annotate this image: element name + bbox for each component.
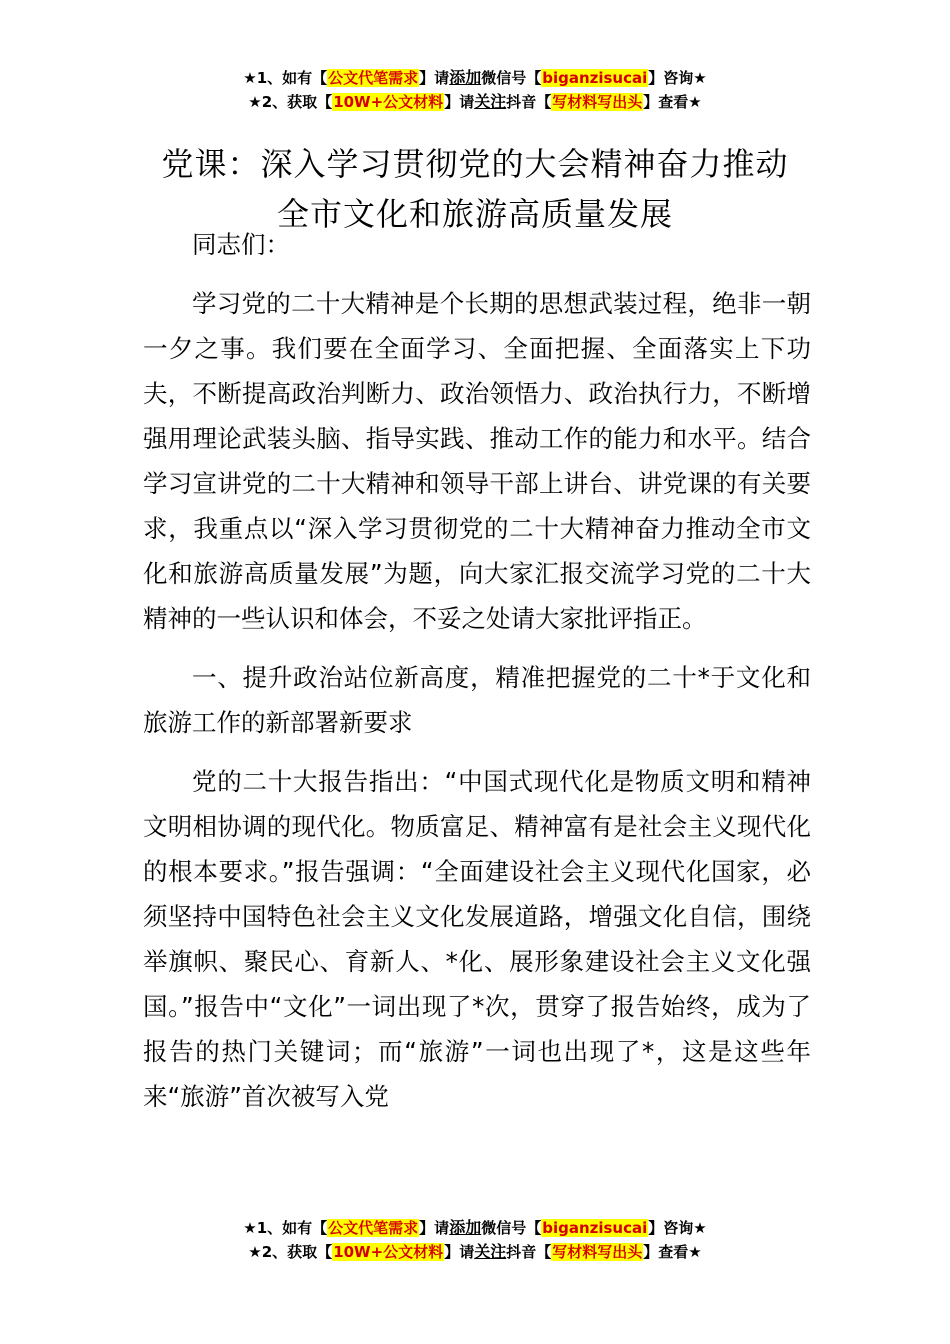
banner-highlight: 公文代笔需求 xyxy=(328,1219,419,1237)
banner-text: 】查看★ xyxy=(643,93,702,111)
title-line-1: 党课：深入学习贯彻党的大会精神奋力推动 xyxy=(161,145,789,184)
title-line-2: 全市文化和旅游高质量发展 xyxy=(276,195,673,234)
salutation: 同志们： xyxy=(192,230,290,259)
banner-text: 】请 xyxy=(444,93,475,111)
banner-text: ★1、如有【 xyxy=(243,69,328,87)
banner-highlight: 公文代笔需求 xyxy=(328,69,419,87)
banner-text: 】请 xyxy=(444,1243,475,1261)
banner-underlined: 添加 xyxy=(449,68,482,87)
banner-underlined: 添加 xyxy=(449,1218,482,1237)
banner-highlight: 10W+公文材料 xyxy=(333,93,444,111)
header-banner xyxy=(0,66,950,114)
banner-highlight-douyin: 写材料写出头 xyxy=(552,1243,643,1261)
banner-highlight: 10W+公文材料 xyxy=(333,1243,444,1261)
banner-text: 】查看★ xyxy=(643,1243,702,1261)
banner-highlight-wechat: biganzisucai xyxy=(542,69,648,87)
banner-line-2 xyxy=(0,1240,950,1264)
banner-text: 抖音【 xyxy=(506,1243,552,1261)
section-heading: 一、提升政治站位新高度，精准把握党的二十*于文化和旅游工作的新部署新要求 xyxy=(143,663,811,737)
banner-text: 微信号【 xyxy=(481,69,542,87)
banner-text: 抖音【 xyxy=(506,93,552,111)
footer-banner xyxy=(0,1216,950,1264)
banner-text: 】咨询★ xyxy=(648,1219,707,1237)
banner-highlight-douyin: 写材料写出头 xyxy=(552,93,643,111)
body-paragraph: 学习党的二十大精神是个长期的思想武装过程，绝非一朝一夕之事。我们要在全面学习、全面把握、全面落实上下功夫，不断提高政治判断力、政治领悟力、政治执行力，不断增强用理论武装头脑、指导实践、推动工作的能力和水平。结合学习宣讲党的二十大精神和领导干部上讲台、讲党课的有关要求，我重点以“深入学习贯彻党的二十大精神奋力推动全市文化和旅游高质量发展”为题，向大家汇报交流学习党的二十大精神的一些认识和体会，不妥之处请大家批评指正。 xyxy=(143,289,811,633)
banner-text: 】请 xyxy=(419,69,450,87)
body-paragraph: 党的二十大报告指出：“中国式现代化是物质文明和精神文明相协调的现代化。物质富足、精神富有是社会主义现代化的根本要求。”报告强调：“全面建设社会主义现代化国家，必须坚持中国特色社会主义文化发展道路，增强文化自信，围绕举旗帜、聚民心、育新人、*化、展形象建设社会主义文化强国。”报告中“文化”一词出现了*次，贯穿了报告始终，成为了报告的热门关键词；而“旅游”一词也出现了*，这是这些年来“旅游”首次被写入党 xyxy=(143,767,811,1111)
banner-line-1 xyxy=(0,1216,950,1240)
banner-underlined: 关注 xyxy=(474,92,507,111)
banner-text: ★2、获取【 xyxy=(248,1243,333,1261)
banner-text: ★2、获取【 xyxy=(248,93,333,111)
banner-text: ★1、如有【 xyxy=(243,1219,328,1237)
banner-text: 】请 xyxy=(419,1219,450,1237)
banner-line-2 xyxy=(0,90,950,114)
banner-text: 微信号【 xyxy=(481,1219,542,1237)
banner-text: 】咨询★ xyxy=(648,69,707,87)
document-body xyxy=(143,222,811,1133)
banner-highlight-wechat: biganzisucai xyxy=(542,1219,648,1237)
banner-line-1 xyxy=(0,66,950,90)
banner-underlined: 关注 xyxy=(474,1242,507,1261)
